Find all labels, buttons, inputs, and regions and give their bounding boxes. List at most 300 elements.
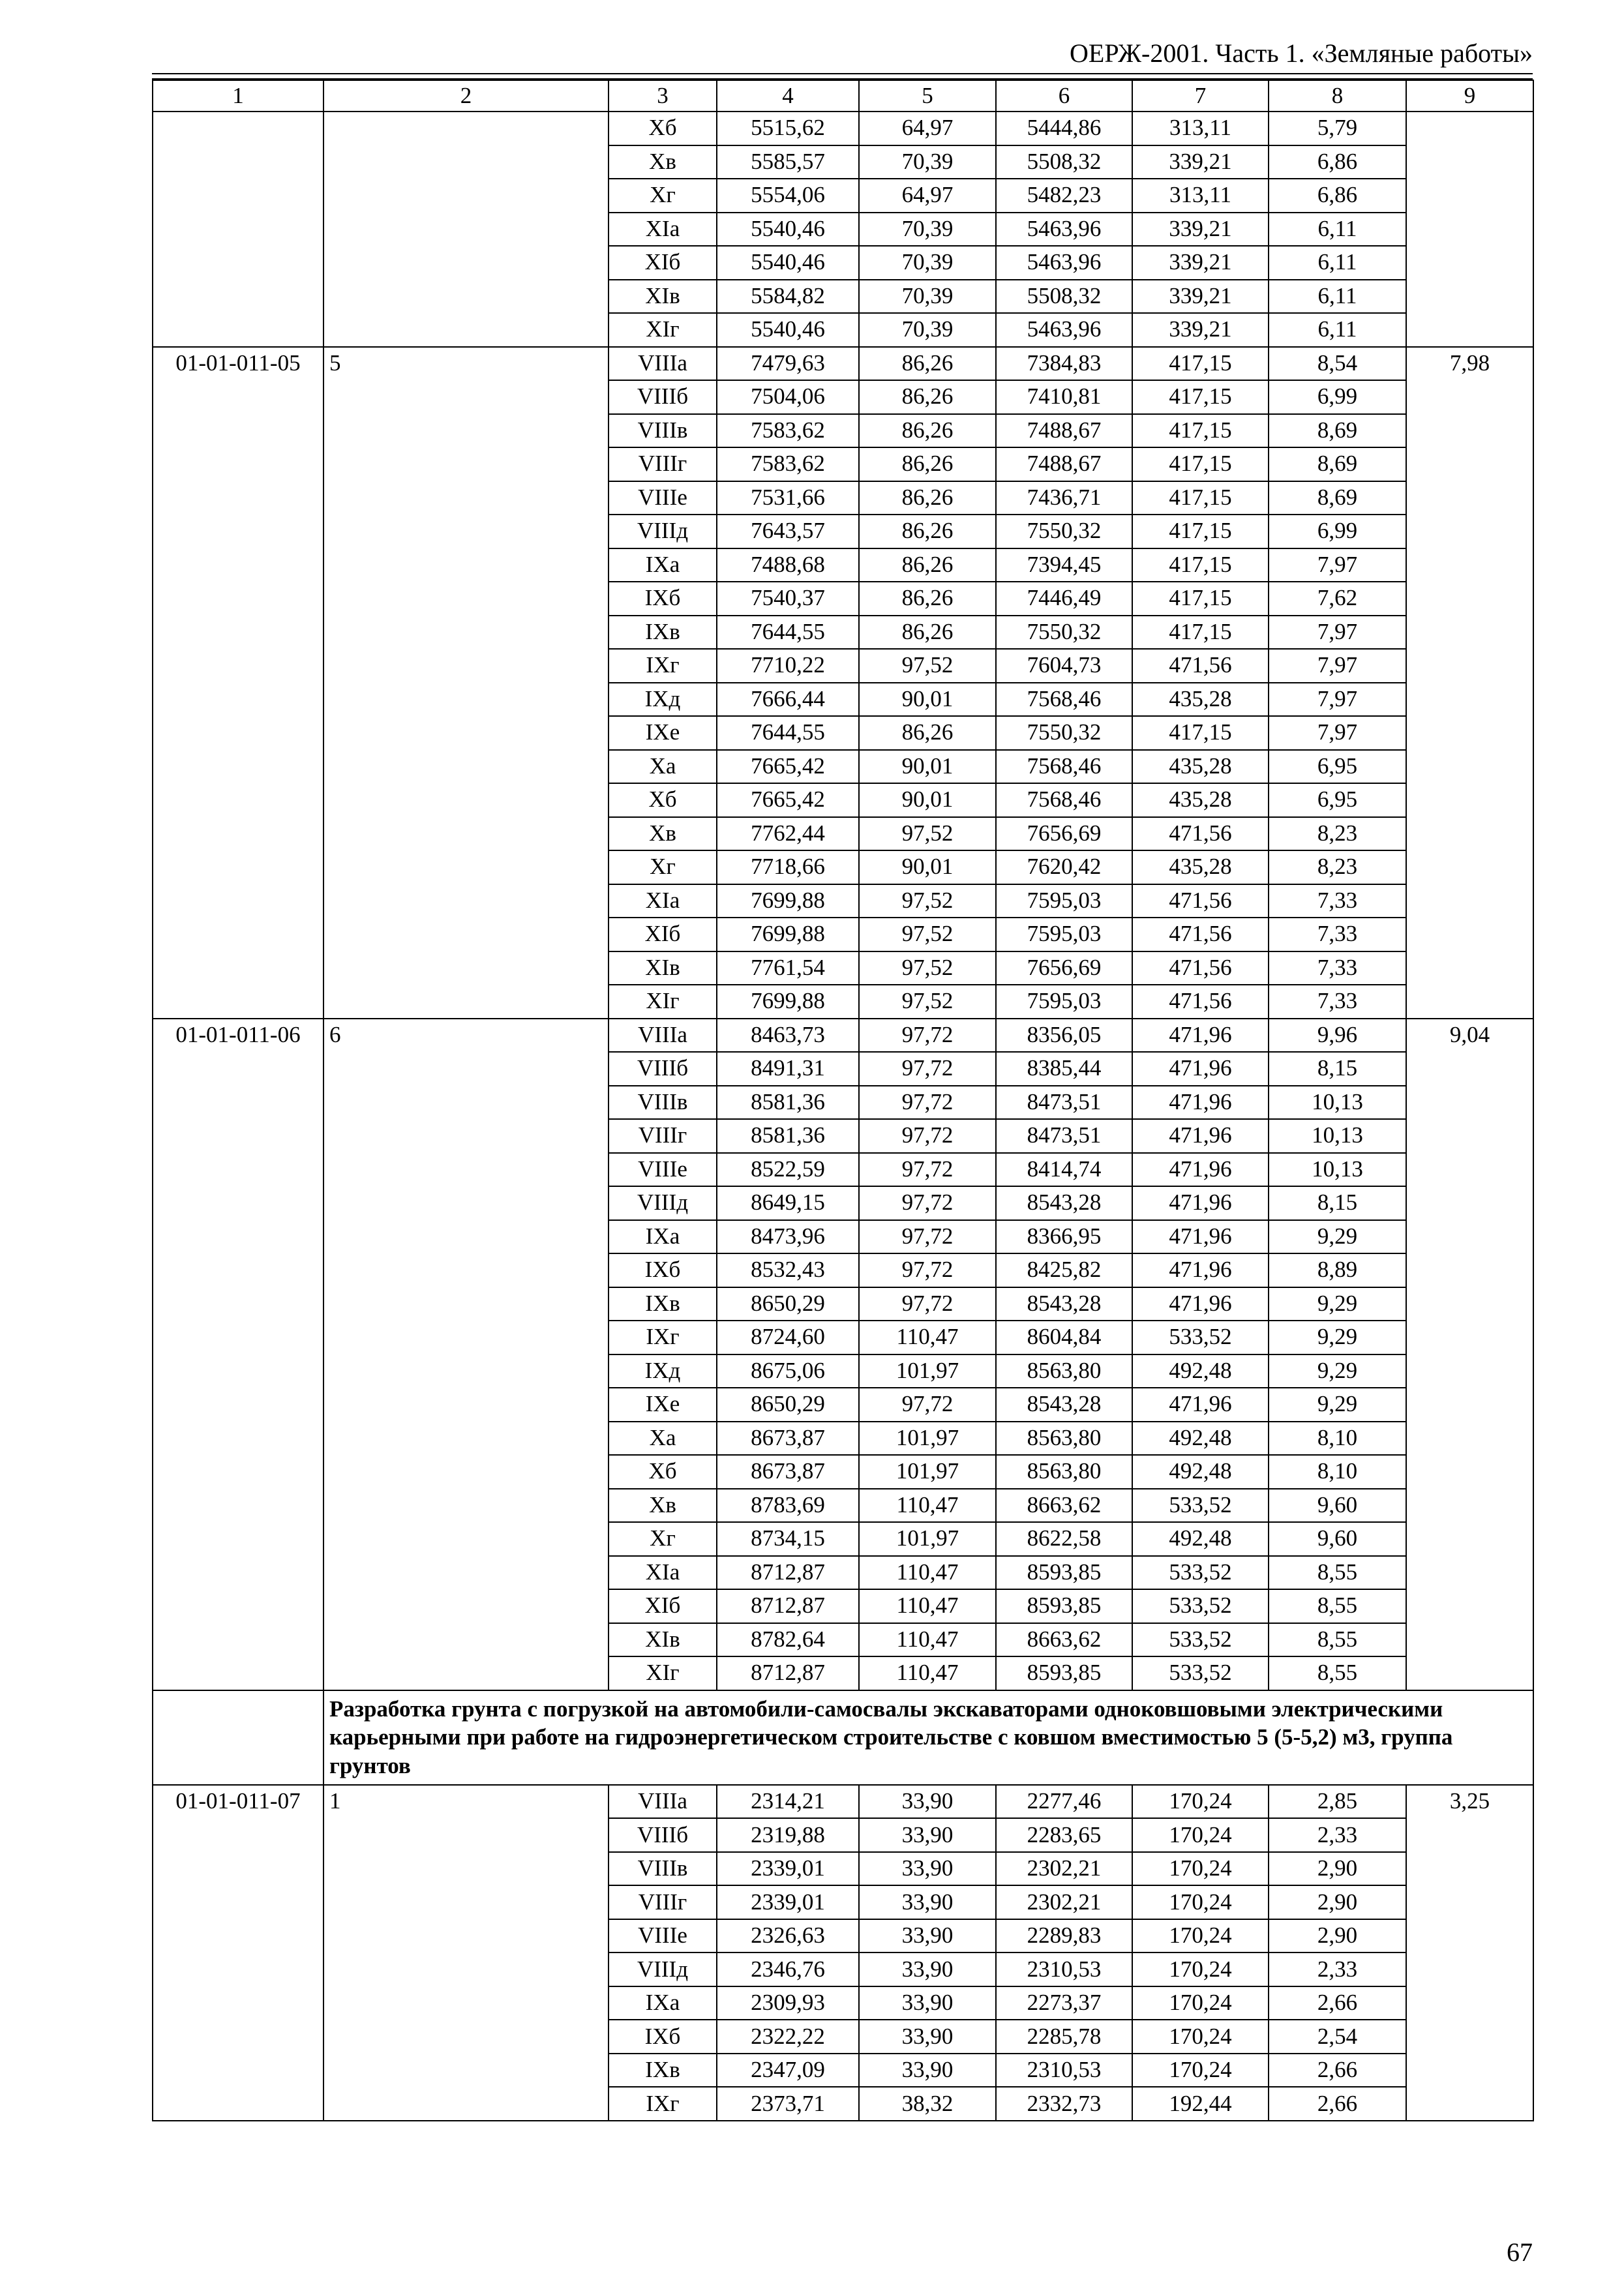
wages: 110,47: [859, 1656, 996, 1690]
soil-group: Xа: [609, 1422, 717, 1456]
machinist-wages: 417,15: [1132, 347, 1269, 381]
soil-group: VIIIв: [609, 1086, 717, 1120]
machine-operation: 2273,37: [996, 1986, 1132, 2020]
total-cost: 7644,55: [717, 616, 859, 650]
machinist-wages: 170,24: [1132, 1885, 1269, 1919]
table-body: [153, 80, 1533, 2121]
machine-operation: 7394,45: [996, 548, 1132, 582]
machine-operation: 8366,95: [996, 1220, 1132, 1254]
machinist-wages: 471,56: [1132, 817, 1269, 851]
machine-operation: 8563,80: [996, 1354, 1132, 1388]
soil-group: IXб: [609, 2020, 717, 2054]
total-cost: 8650,29: [717, 1287, 859, 1321]
table-row: [153, 1785, 1533, 1819]
machine-operation: 8543,28: [996, 1186, 1132, 1220]
wages: 101,97: [859, 1522, 996, 1556]
total-cost: 8463,73: [717, 1019, 859, 1053]
machine-operation: 8563,80: [996, 1422, 1132, 1456]
total-cost: 8712,87: [717, 1589, 859, 1623]
total-cost: 7665,42: [717, 750, 859, 784]
machine-operation: 8473,51: [996, 1086, 1132, 1120]
machinist-wages: 492,48: [1132, 1455, 1269, 1489]
machinist-wages: 533,52: [1132, 1589, 1269, 1623]
machine-operation: 7568,46: [996, 750, 1132, 784]
column-number-row: [153, 80, 1533, 112]
wages: 33,90: [859, 1885, 996, 1919]
total-cost: 8734,15: [717, 1522, 859, 1556]
machine-operation: 7656,69: [996, 951, 1132, 985]
machine-operation: 2285,78: [996, 2020, 1132, 2054]
soil-group: IXг: [609, 1321, 717, 1354]
wages: 64,97: [859, 179, 996, 213]
machinist-wages: 417,15: [1132, 481, 1269, 515]
machine-operation: 2332,73: [996, 2087, 1132, 2121]
table-row: [153, 1019, 1533, 1053]
soil-group: Xа: [609, 750, 717, 784]
wages: 110,47: [859, 1623, 996, 1657]
labor-costs: 8,23: [1269, 817, 1406, 851]
soil-group: VIIIв: [609, 1852, 717, 1886]
labor-costs: 9,29: [1269, 1287, 1406, 1321]
machinist-wages: 471,56: [1132, 884, 1269, 918]
machine-operation: 7568,46: [996, 683, 1132, 717]
table-row: [153, 347, 1533, 381]
total-cost: 2322,22: [717, 2020, 859, 2054]
machinist-wages: 492,48: [1132, 1422, 1269, 1456]
machinist-wages: 471,56: [1132, 649, 1269, 683]
total-cost: 8673,87: [717, 1455, 859, 1489]
machinist-wages: 471,96: [1132, 1119, 1269, 1153]
machine-operation: 7410,81: [996, 380, 1132, 414]
soil-group: VIIIб: [609, 380, 717, 414]
soil-group: VIIIг: [609, 447, 717, 481]
rate-code: 01-01-011-06: [153, 1019, 323, 1690]
labor-costs: 8,69: [1269, 447, 1406, 481]
total-cost: 5554,06: [717, 179, 859, 213]
machine-operation: 7550,32: [996, 716, 1132, 750]
labor-costs: 9,60: [1269, 1489, 1406, 1523]
soil-group: IXг: [609, 649, 717, 683]
soil-group: VIIIг: [609, 1119, 717, 1153]
wages: 97,52: [859, 951, 996, 985]
soil-group: IXа: [609, 548, 717, 582]
wages: 97,72: [859, 1119, 996, 1153]
machinist-wages: 170,24: [1132, 1785, 1269, 1819]
section-heading-row: [153, 1690, 1533, 1785]
machine-operation: 8604,84: [996, 1321, 1132, 1354]
machine-operation: 8414,74: [996, 1153, 1132, 1187]
machinist-wages: 533,52: [1132, 1556, 1269, 1590]
section-title: Разработка грунта с погрузкой на автомобили-самосвалы экскаваторами одноковшовыми электрическими карьерными при работе на гидроэнергетическом строительстве с ковшом вместимостью 5 (5-5,2) м3, группа грунтов: [323, 1690, 1533, 1785]
wages: 97,72: [859, 1220, 996, 1254]
total-cost: 8650,29: [717, 1388, 859, 1422]
labor-costs: 10,13: [1269, 1153, 1406, 1187]
labor-costs: 8,10: [1269, 1422, 1406, 1456]
machinist-wages: 471,96: [1132, 1186, 1269, 1220]
column-number: 5: [859, 80, 996, 112]
wages: 97,72: [859, 1086, 996, 1120]
total-cost: 8581,36: [717, 1086, 859, 1120]
machine-operation: 7384,83: [996, 347, 1132, 381]
wages: 101,97: [859, 1354, 996, 1388]
soil-group: Xг: [609, 179, 717, 213]
column-number: 6: [996, 80, 1132, 112]
soil-group: IXе: [609, 716, 717, 750]
total-cost: 2326,63: [717, 1919, 859, 1953]
soil-group: XIб: [609, 918, 717, 951]
machine-operation: 8593,85: [996, 1589, 1132, 1623]
total-cost: 7710,22: [717, 649, 859, 683]
total-cost: 8712,87: [717, 1656, 859, 1690]
machine-operation: 5508,32: [996, 145, 1132, 179]
labor-costs: 2,66: [1269, 2087, 1406, 2121]
labor-costs: 9,29: [1269, 1321, 1406, 1354]
labor-costs: 9,60: [1269, 1522, 1406, 1556]
machine-operation: 2289,83: [996, 1919, 1132, 1953]
column-number: 9: [1406, 80, 1533, 112]
machine-operation: 7595,03: [996, 918, 1132, 951]
wages: 97,72: [859, 1019, 996, 1053]
wages: 33,90: [859, 1785, 996, 1819]
machinist-wages: 435,28: [1132, 783, 1269, 817]
machinist-wages: 313,11: [1132, 112, 1269, 145]
wages: 64,97: [859, 112, 996, 145]
soil-group: IXг: [609, 2087, 717, 2121]
wages: 90,01: [859, 683, 996, 717]
total-cost: 7718,66: [717, 850, 859, 884]
machine-operation: 7595,03: [996, 985, 1132, 1019]
wages: 110,47: [859, 1556, 996, 1590]
wages: 33,90: [859, 2020, 996, 2054]
total-cost: 7699,88: [717, 884, 859, 918]
machine-operation: 7604,73: [996, 649, 1132, 683]
column-number: 3: [609, 80, 717, 112]
labor-costs: 6,99: [1269, 515, 1406, 548]
total-cost: 2309,93: [717, 1986, 859, 2020]
labor-costs: 8,69: [1269, 414, 1406, 448]
machine-operation: 7656,69: [996, 817, 1132, 851]
machinist-wages: 170,24: [1132, 2054, 1269, 2087]
total-cost: 7643,57: [717, 515, 859, 548]
total-cost: 5540,46: [717, 213, 859, 247]
machinist-wages: 533,52: [1132, 1321, 1269, 1354]
soil-group: XIб: [609, 246, 717, 280]
soil-group: VIIIд: [609, 1186, 717, 1220]
labor-costs: 7,33: [1269, 918, 1406, 951]
machinist-wages: 492,48: [1132, 1522, 1269, 1556]
wages: 86,26: [859, 616, 996, 650]
soil-group: IXа: [609, 1986, 717, 2020]
machine-operation: 2302,21: [996, 1885, 1132, 1919]
machine-operation: 5482,23: [996, 179, 1132, 213]
total-cost: 7531,66: [717, 481, 859, 515]
column-9-value: [1406, 112, 1533, 347]
machinist-wages: 533,52: [1132, 1656, 1269, 1690]
labor-costs: 7,97: [1269, 683, 1406, 717]
wages: 97,52: [859, 918, 996, 951]
machine-operation: 2310,53: [996, 2054, 1132, 2087]
wages: 101,97: [859, 1422, 996, 1456]
wages: 90,01: [859, 750, 996, 784]
soil-group: IXб: [609, 582, 717, 616]
wages: 90,01: [859, 783, 996, 817]
total-cost: 8675,06: [717, 1354, 859, 1388]
soil-group: XIг: [609, 313, 717, 347]
soil-group: VIIIд: [609, 515, 717, 548]
wages: 97,72: [859, 1388, 996, 1422]
soil-group: Xб: [609, 1455, 717, 1489]
labor-costs: 6,11: [1269, 213, 1406, 247]
labor-costs: 8,55: [1269, 1589, 1406, 1623]
wages: 33,90: [859, 1818, 996, 1852]
soil-group: XIа: [609, 1556, 717, 1590]
machinist-wages: 170,24: [1132, 1852, 1269, 1886]
column-number: 7: [1132, 80, 1269, 112]
machinist-wages: 492,48: [1132, 1354, 1269, 1388]
machinist-wages: 533,52: [1132, 1489, 1269, 1523]
machine-operation: 8543,28: [996, 1287, 1132, 1321]
machinist-wages: 471,96: [1132, 1388, 1269, 1422]
soil-group: Xг: [609, 1522, 717, 1556]
labor-costs: 8,55: [1269, 1656, 1406, 1690]
machinist-wages: 170,24: [1132, 1952, 1269, 1986]
total-cost: 2373,71: [717, 2087, 859, 2121]
wages: 97,52: [859, 649, 996, 683]
soil-group: IXд: [609, 683, 717, 717]
machine-operation: 2302,21: [996, 1852, 1132, 1886]
soil-group: VIIIв: [609, 414, 717, 448]
machinist-wages: 471,56: [1132, 951, 1269, 985]
labor-costs: 8,15: [1269, 1052, 1406, 1086]
labor-costs: 6,11: [1269, 246, 1406, 280]
total-cost: 7583,62: [717, 414, 859, 448]
labor-costs: 6,11: [1269, 313, 1406, 347]
soil-group: IXв: [609, 616, 717, 650]
soil-group: IXе: [609, 1388, 717, 1422]
wages: 110,47: [859, 1489, 996, 1523]
soil-group: VIIIа: [609, 1785, 717, 1819]
machine-operation: 7620,42: [996, 850, 1132, 884]
machinist-wages: 417,15: [1132, 414, 1269, 448]
wages: 97,72: [859, 1186, 996, 1220]
soil-group: XIв: [609, 951, 717, 985]
total-cost: 8532,43: [717, 1253, 859, 1287]
machine-operation: 8593,85: [996, 1556, 1132, 1590]
total-cost: 2319,88: [717, 1818, 859, 1852]
machinist-wages: 471,56: [1132, 985, 1269, 1019]
machine-operation: 5444,86: [996, 112, 1132, 145]
wages: 70,39: [859, 313, 996, 347]
rates-table: [152, 80, 1534, 2121]
machine-operation: 8563,80: [996, 1455, 1132, 1489]
total-cost: 7644,55: [717, 716, 859, 750]
rate-code: [153, 112, 323, 347]
wages: 86,26: [859, 447, 996, 481]
wages: 101,97: [859, 1455, 996, 1489]
labor-costs: 8,10: [1269, 1455, 1406, 1489]
labor-costs: 6,86: [1269, 179, 1406, 213]
total-cost: 8581,36: [717, 1119, 859, 1153]
machinist-wages: 417,15: [1132, 582, 1269, 616]
total-cost: 8782,64: [717, 1623, 859, 1657]
machine-operation: 8663,62: [996, 1489, 1132, 1523]
machinist-wages: 313,11: [1132, 179, 1269, 213]
labor-costs: 7,97: [1269, 716, 1406, 750]
machine-operation: 7488,67: [996, 447, 1132, 481]
soil-group: VIIIа: [609, 347, 717, 381]
total-cost: 7699,88: [717, 918, 859, 951]
soil-group: VIIIг: [609, 1885, 717, 1919]
machinist-wages: 435,28: [1132, 683, 1269, 717]
total-cost: 7762,44: [717, 817, 859, 851]
machine-operation: 7568,46: [996, 783, 1132, 817]
machinist-wages: 471,96: [1132, 1086, 1269, 1120]
machine-operation: 2277,46: [996, 1785, 1132, 1819]
wages: 86,26: [859, 548, 996, 582]
rate-variant-number: 6: [323, 1019, 609, 1690]
soil-group: XIв: [609, 1623, 717, 1657]
labor-costs: 8,69: [1269, 481, 1406, 515]
machinist-wages: 339,21: [1132, 313, 1269, 347]
wages: 33,90: [859, 1986, 996, 2020]
labor-costs: 5,79: [1269, 112, 1406, 145]
wages: 86,26: [859, 347, 996, 381]
soil-group: Xг: [609, 850, 717, 884]
rate-variant-number: [323, 112, 609, 347]
soil-group: XIг: [609, 985, 717, 1019]
total-cost: 7699,88: [717, 985, 859, 1019]
labor-costs: 2,33: [1269, 1818, 1406, 1852]
machinist-wages: 339,21: [1132, 145, 1269, 179]
column-number: 2: [323, 80, 609, 112]
wages: 33,90: [859, 2054, 996, 2087]
total-cost: 8522,59: [717, 1153, 859, 1187]
soil-group: IXв: [609, 2054, 717, 2087]
column-number: 8: [1269, 80, 1406, 112]
rate-variant-number: 1: [323, 1785, 609, 2121]
table-row: [153, 112, 1533, 145]
machine-operation: 7550,32: [996, 515, 1132, 548]
labor-costs: 6,86: [1269, 145, 1406, 179]
machinist-wages: 192,44: [1132, 2087, 1269, 2121]
labor-costs: 10,13: [1269, 1086, 1406, 1120]
machine-operation: 7436,71: [996, 481, 1132, 515]
machinist-wages: 417,15: [1132, 515, 1269, 548]
labor-costs: 7,97: [1269, 548, 1406, 582]
wages: 70,39: [859, 213, 996, 247]
machinist-wages: 533,52: [1132, 1623, 1269, 1657]
total-cost: 7479,63: [717, 347, 859, 381]
labor-costs: 8,55: [1269, 1556, 1406, 1590]
labor-costs: 7,33: [1269, 985, 1406, 1019]
total-cost: 7583,62: [717, 447, 859, 481]
column-9-value: 3,25: [1406, 1785, 1533, 2121]
wages: 110,47: [859, 1321, 996, 1354]
total-cost: 5515,62: [717, 112, 859, 145]
labor-costs: 2,90: [1269, 1885, 1406, 1919]
total-cost: 8724,60: [717, 1321, 859, 1354]
machine-operation: 5463,96: [996, 213, 1132, 247]
machine-operation: 7488,67: [996, 414, 1132, 448]
machinist-wages: 339,21: [1132, 280, 1269, 314]
wages: 86,26: [859, 481, 996, 515]
machinist-wages: 471,56: [1132, 918, 1269, 951]
total-cost: 5540,46: [717, 313, 859, 347]
machinist-wages: 435,28: [1132, 750, 1269, 784]
total-cost: 8473,96: [717, 1220, 859, 1254]
total-cost: 8783,69: [717, 1489, 859, 1523]
total-cost: 7540,37: [717, 582, 859, 616]
total-cost: 2339,01: [717, 1852, 859, 1886]
machine-operation: 8385,44: [996, 1052, 1132, 1086]
soil-group: IXа: [609, 1220, 717, 1254]
machine-operation: 8593,85: [996, 1656, 1132, 1690]
total-cost: 8491,31: [717, 1052, 859, 1086]
labor-costs: 8,54: [1269, 347, 1406, 381]
labor-costs: 2,85: [1269, 1785, 1406, 1819]
wages: 33,90: [859, 1919, 996, 1953]
machinist-wages: 417,15: [1132, 616, 1269, 650]
wages: 97,52: [859, 985, 996, 1019]
rate-variant-number: 5: [323, 347, 609, 1019]
machinist-wages: 435,28: [1132, 850, 1269, 884]
machinist-wages: 339,21: [1132, 246, 1269, 280]
wages: 33,90: [859, 1952, 996, 1986]
machine-operation: 2283,65: [996, 1818, 1132, 1852]
soil-group: IXб: [609, 1253, 717, 1287]
soil-group: XIв: [609, 280, 717, 314]
wages: 97,72: [859, 1253, 996, 1287]
machine-operation: 8663,62: [996, 1623, 1132, 1657]
rate-code: 01-01-011-07: [153, 1785, 323, 2121]
wages: 70,39: [859, 280, 996, 314]
total-cost: 7761,54: [717, 951, 859, 985]
soil-group: VIIIе: [609, 481, 717, 515]
soil-group: XIг: [609, 1656, 717, 1690]
wages: 86,26: [859, 380, 996, 414]
labor-costs: 7,97: [1269, 616, 1406, 650]
machine-operation: 7595,03: [996, 884, 1132, 918]
labor-costs: 9,29: [1269, 1354, 1406, 1388]
soil-group: Xб: [609, 783, 717, 817]
wages: 86,26: [859, 515, 996, 548]
machinist-wages: 417,15: [1132, 447, 1269, 481]
wages: 97,52: [859, 884, 996, 918]
soil-group: XIа: [609, 213, 717, 247]
wages: 97,52: [859, 817, 996, 851]
soil-group: Xв: [609, 1489, 717, 1523]
labor-costs: 7,97: [1269, 649, 1406, 683]
labor-costs: 8,89: [1269, 1253, 1406, 1287]
labor-costs: 2,66: [1269, 1986, 1406, 2020]
column-9-value: 9,04: [1406, 1019, 1533, 1690]
wages: 33,90: [859, 1852, 996, 1886]
labor-costs: 2,66: [1269, 2054, 1406, 2087]
labor-costs: 9,29: [1269, 1388, 1406, 1422]
labor-costs: 9,96: [1269, 1019, 1406, 1053]
machine-operation: 7446,49: [996, 582, 1132, 616]
machinist-wages: 170,24: [1132, 1818, 1269, 1852]
soil-group: Xб: [609, 112, 717, 145]
labor-costs: 8,55: [1269, 1623, 1406, 1657]
wages: 97,72: [859, 1287, 996, 1321]
soil-group: XIб: [609, 1589, 717, 1623]
machinist-wages: 339,21: [1132, 213, 1269, 247]
total-cost: 8673,87: [717, 1422, 859, 1456]
machinist-wages: 471,96: [1132, 1153, 1269, 1187]
total-cost: 8649,15: [717, 1186, 859, 1220]
soil-group: Xв: [609, 145, 717, 179]
